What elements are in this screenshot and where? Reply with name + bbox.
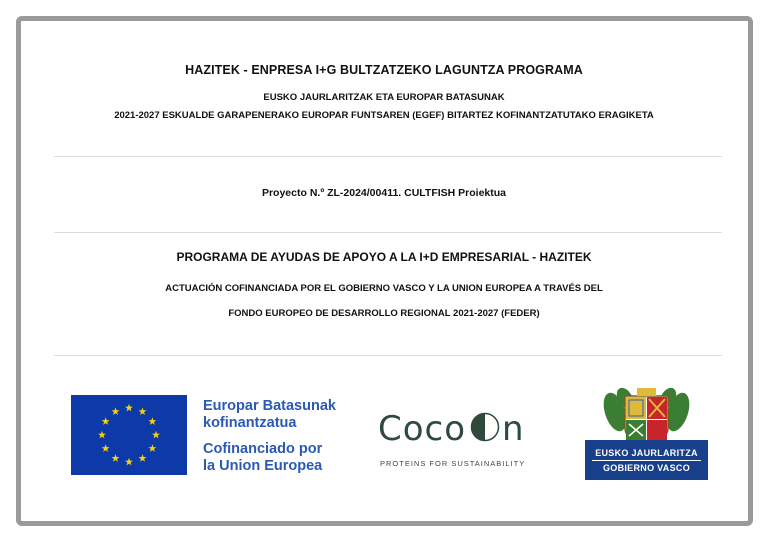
eu-star-icon [98, 431, 106, 439]
eu-stars-icon [71, 395, 187, 475]
basque-coat-of-arms-icon [585, 384, 708, 444]
divider [54, 355, 722, 356]
eu-star-icon [102, 417, 110, 425]
cocoon-wordmark-icon [378, 407, 548, 447]
eu-star-icon [125, 404, 133, 412]
eu-star-icon [102, 444, 110, 452]
spanish-title: PROGRAMA DE AYUDAS DE APOYO A LA I+D EMPRESARIAL - HAZITEK [176, 250, 592, 264]
eu-text-2: kofinantzatua [203, 415, 297, 431]
svg-text:n: n [502, 409, 524, 447]
eu-star-icon [139, 454, 147, 462]
cocoon-tagline: PROTEINS FOR SUSTAINABILITY [380, 459, 526, 468]
subtitle-basque-2: 2021-2027 ESKUALDE GARAPENERAKO EUROPAR FUNTSAREN (EGEF) BITARTEZ KOFINANTZATUTAKO ERAGIKETA [114, 110, 654, 121]
svg-text:Coco: Coco [378, 409, 467, 447]
spanish-line-2: FONDO EUROPEO DE DESARROLLO REGIONAL 2021-2027 (FEDER) [228, 308, 540, 319]
basque-government-text-2: GOBIERNO VASCO [602, 463, 691, 473]
project-line: Proyecto N.º ZL-2024/00411. CULTFISH Proiektua [261, 187, 507, 199]
eu-text-3: Cofinanciado por [203, 441, 323, 457]
divider [54, 156, 722, 157]
eu-text-4: la Union Europea [203, 458, 323, 474]
eu-text-1: Europar Batasunak [203, 398, 336, 414]
eu-star-icon [139, 407, 147, 415]
spanish-line-1: ACTUACIÓN COFINANCIADA POR EL GOBIERNO VASCO Y LA UNION EUROPEA A TRAVÉS DEL [165, 283, 603, 294]
cocoon-logo [378, 407, 548, 447]
divider [54, 232, 722, 233]
subtitle-basque-1: EUSKO JAURLARITZAK ETA EUROPAR BATASUNAK [263, 92, 505, 103]
basque-government-text-1: EUSKO JAURLARITZA [595, 448, 698, 458]
eu-star-icon [125, 458, 133, 466]
eu-flag-logo [71, 395, 187, 475]
divider [592, 460, 701, 461]
eu-star-icon [152, 431, 160, 439]
eu-star-icon [112, 454, 120, 462]
eu-star-icon [148, 444, 156, 452]
eu-star-icon [148, 417, 156, 425]
eu-star-icon [112, 407, 120, 415]
document-title: HAZITEK - ENPRESA I+G BULTZATZEKO LAGUNTZA PROGRAMA [185, 63, 583, 77]
